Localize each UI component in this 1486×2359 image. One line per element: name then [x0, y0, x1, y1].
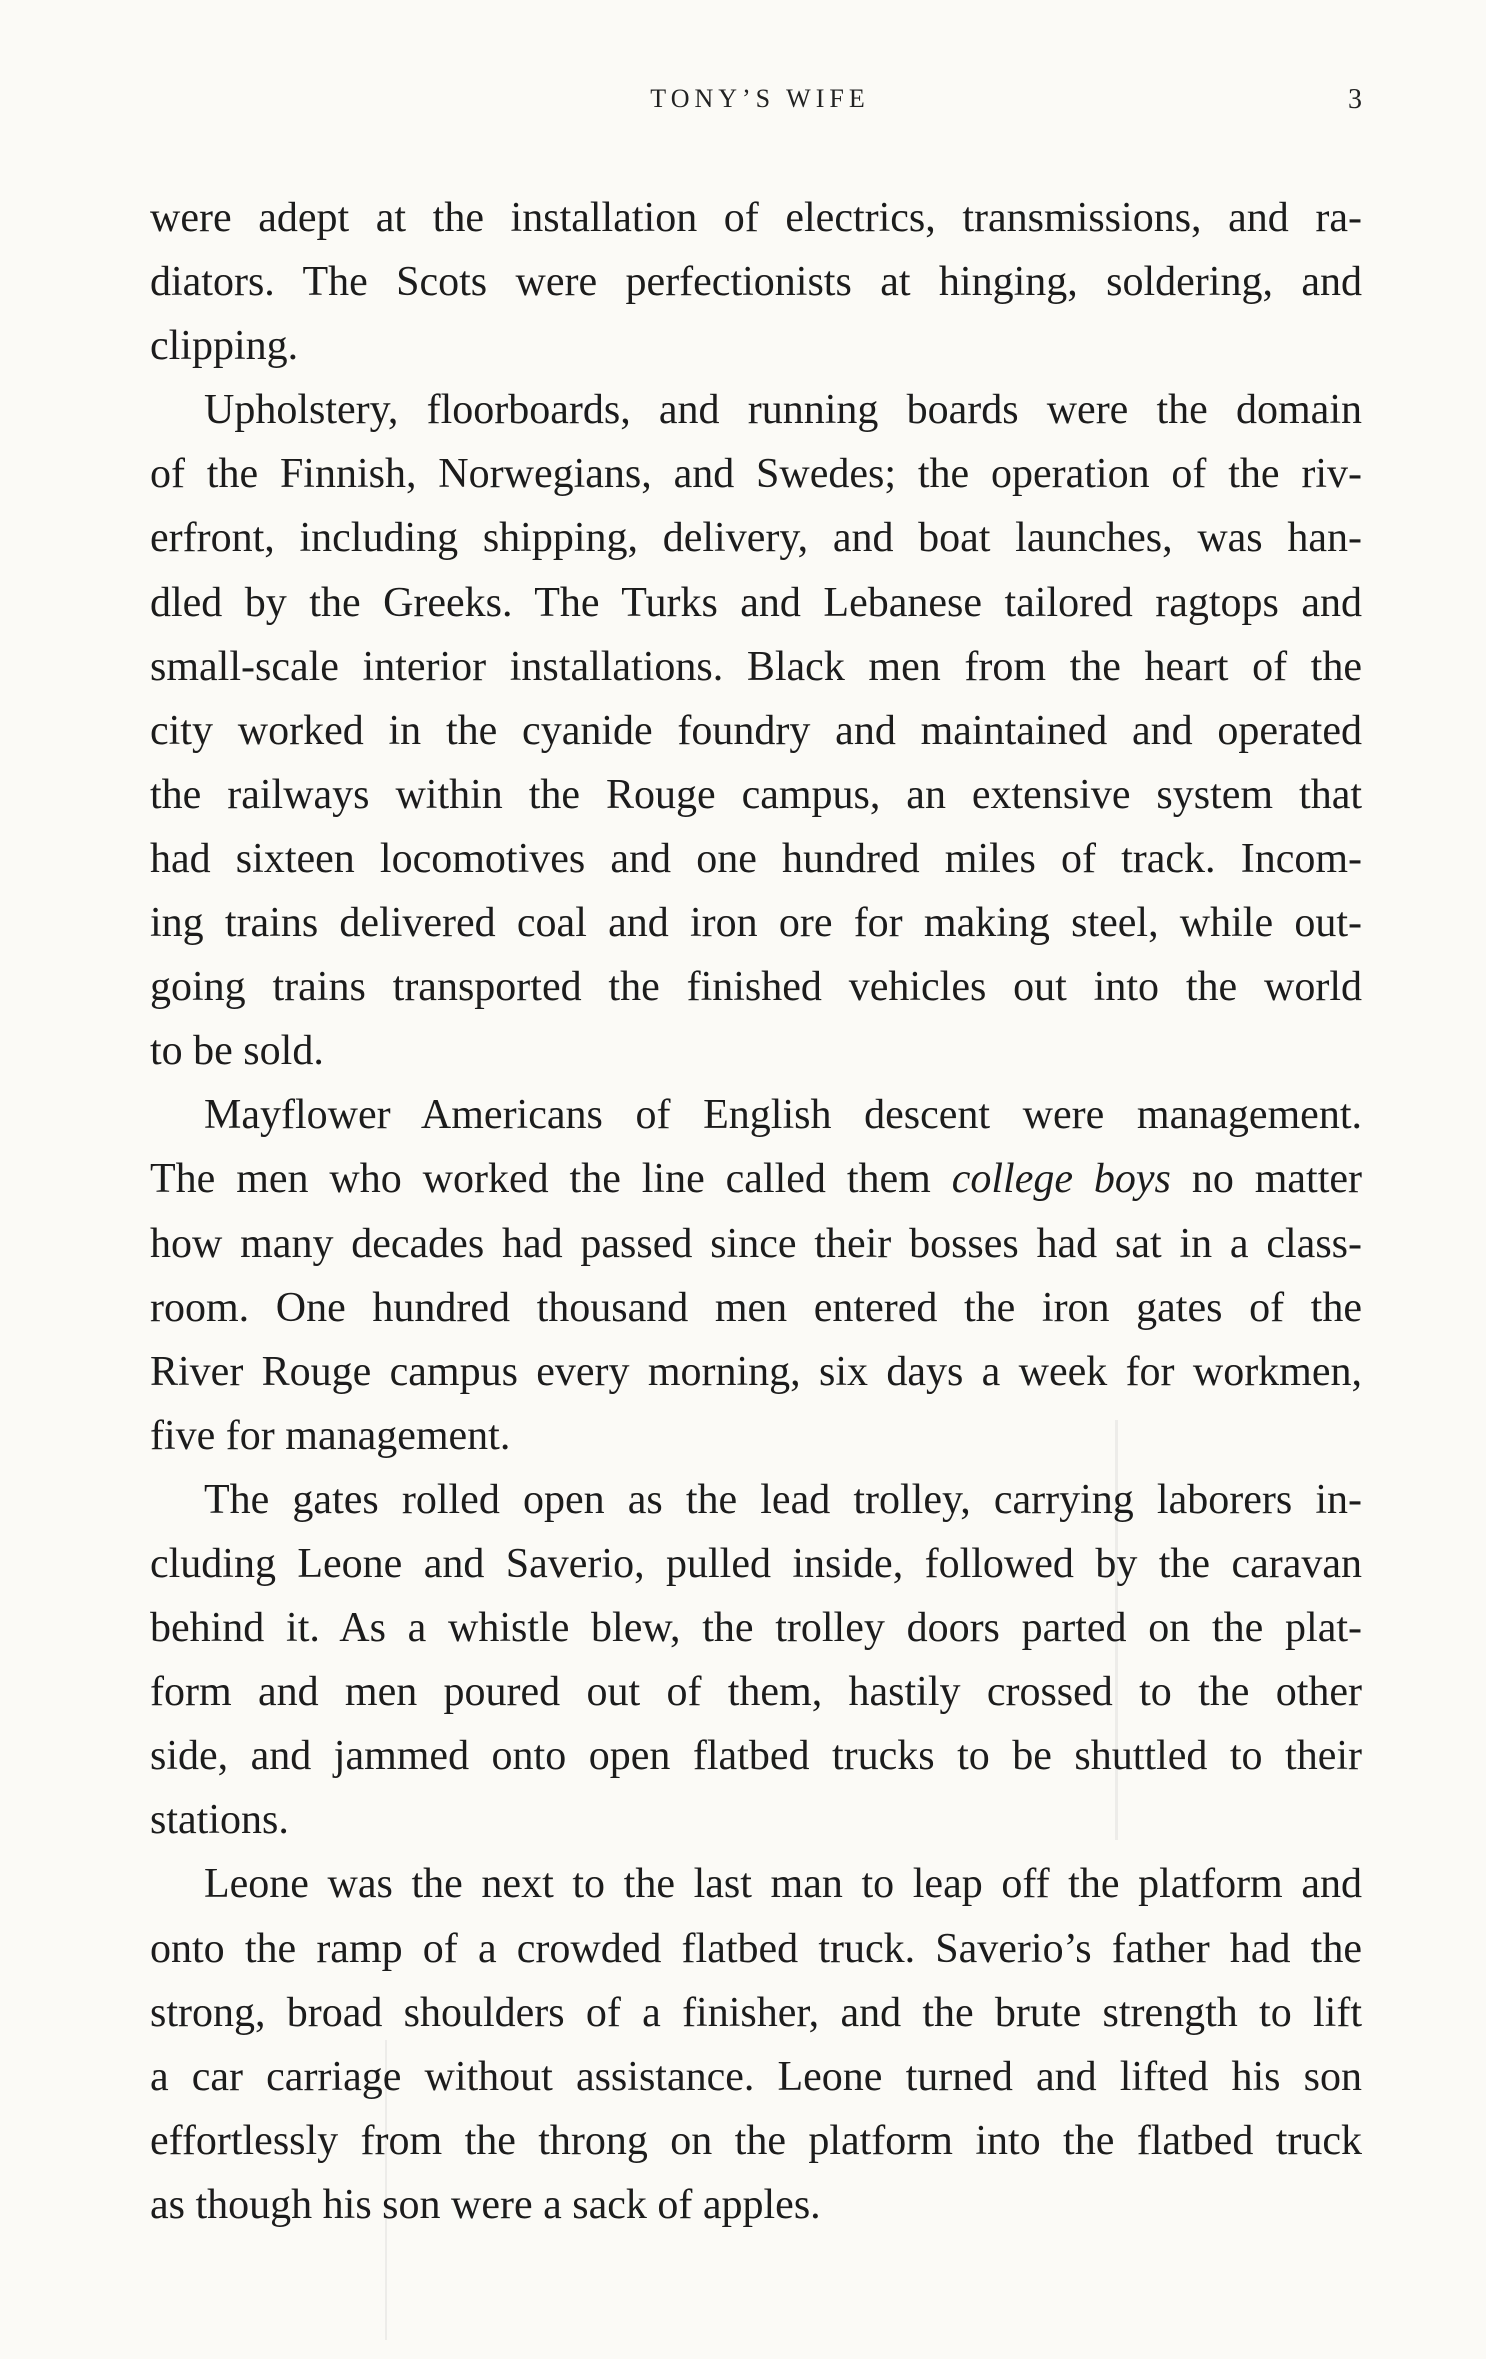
paragraph	[150, 186, 1362, 378]
text-line: effortlessly from the throng on the platform into the flatbed truck	[150, 2117, 1362, 2164]
italic-phrase: college boys	[951, 1156, 1171, 1203]
text-line: Upholstery, floorboards, and running boards were the domain	[204, 387, 1362, 434]
text-line: going trains transported the finished vehicles out into the world	[150, 964, 1362, 1011]
text-line: diators. The Scots were perfectionists at hinging, soldering, and	[150, 259, 1362, 306]
text-line: onto the ramp of a crowded flatbed truck. Saverio’s father had the	[150, 1925, 1362, 1972]
text-line: small-scale interior installations. Black men from the heart of the	[150, 643, 1362, 690]
text-line: strong, broad shoulders of a finisher, and the brute strength to lift	[150, 1989, 1362, 2036]
text-line: clipping.	[150, 323, 299, 370]
text-run: no matter	[1170, 1156, 1362, 1203]
text-line: cluding Leone and Saverio, pulled inside, followed by the caravan	[150, 1540, 1362, 1587]
paragraph	[150, 1468, 1362, 1853]
paragraph	[150, 1083, 1362, 1468]
running-title: TONY’S WIFE	[650, 84, 870, 113]
page-number: 3	[1348, 84, 1362, 115]
body-text	[150, 186, 1362, 2237]
text-run: The men who worked the line called them	[150, 1156, 952, 1203]
text-line: had sixteen locomotives and one hundred miles of track. Incom-	[150, 835, 1362, 882]
text-line: Mayflower Americans of English descent were management.	[204, 1092, 1362, 1139]
text-line: dled by the Greeks. The Turks and Lebanese tailored ragtops and	[150, 579, 1362, 626]
text-line: stations.	[150, 1797, 289, 1844]
text-line: of the Finnish, Norwegians, and Swedes; the operation of the riv-	[150, 451, 1362, 498]
text-line: erfront, including shipping, delivery, and boat launches, was han-	[150, 515, 1362, 562]
text-line: how many decades had passed since their bosses had sat in a class-	[150, 1220, 1362, 1267]
text-line: a car carriage without assistance. Leone turned and lifted his son	[150, 2053, 1362, 2100]
text-line: as though his son were a sack of apples.	[150, 2181, 821, 2228]
paragraph	[150, 378, 1362, 1083]
text-line: five for management.	[150, 1412, 511, 1459]
text-line: ing trains delivered coal and iron ore for making steel, while out-	[150, 900, 1362, 947]
text-line: side, and jammed onto open flatbed trucks to be shuttled to their	[150, 1733, 1362, 1780]
text-line: city worked in the cyanide foundry and maintained and operated	[150, 707, 1362, 754]
text-line: were adept at the installation of electrics, transmissions, and ra-	[150, 195, 1362, 241]
text-line: behind it. As a whistle blew, the trolley doors parted on the plat-	[150, 1605, 1362, 1652]
paragraph	[150, 1852, 1362, 2237]
text-line: the railways within the Rouge campus, an extensive system that	[150, 771, 1362, 818]
text-line: Leone was the next to the last man to leap off the platform and	[204, 1861, 1362, 1908]
text-line: to be sold.	[150, 1028, 324, 1075]
running-head	[150, 84, 1362, 124]
text-line: The gates rolled open as the lead trolley, carrying laborers in-	[204, 1476, 1362, 1523]
text-line: room. One hundred thousand men entered the iron gates of the	[150, 1284, 1362, 1331]
text-line: River Rouge campus every morning, six days a week for workmen,	[150, 1348, 1362, 1395]
text-line	[150, 1147, 1362, 1211]
text-line: form and men poured out of them, hastily crossed to the other	[150, 1669, 1362, 1716]
